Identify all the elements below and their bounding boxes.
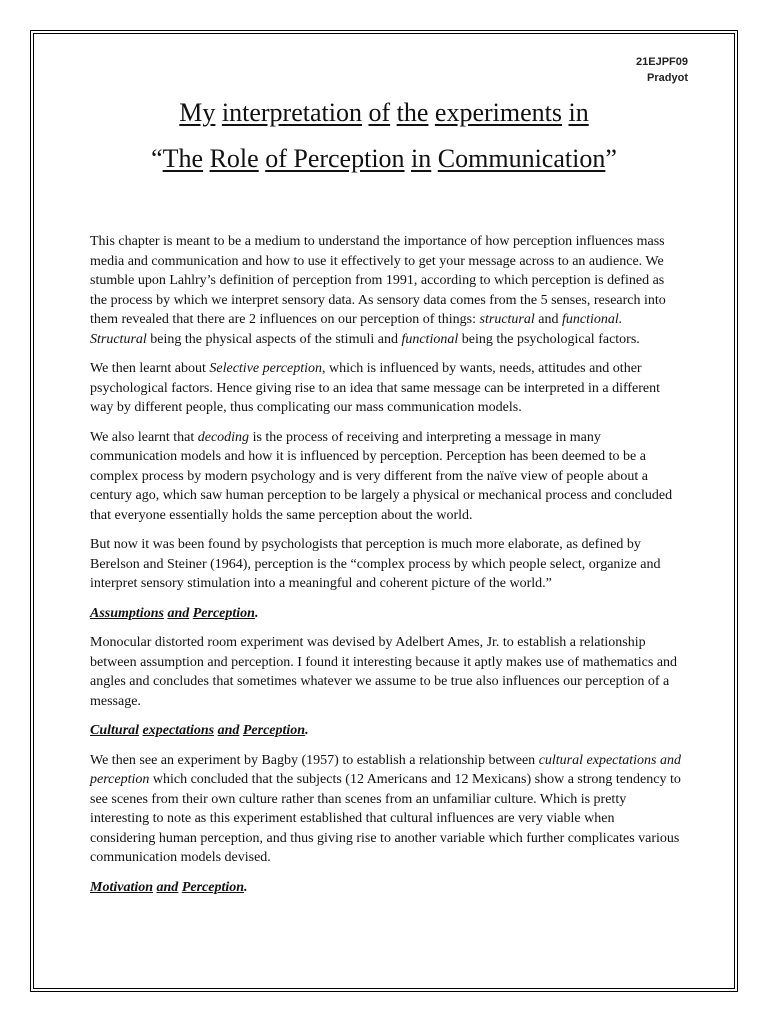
heading-word: and [217,723,240,738]
heading-word: Perception [242,723,306,738]
section-heading-cultural [90,721,682,741]
title-word: The [162,144,204,173]
document-body [90,232,682,907]
open-quote: “ [151,144,163,173]
heading-period: . [305,723,309,738]
paragraph-ames-room: Monocular distorted room experiment was devised by Adelbert Ames, Jr. to establish a relationship between assumption and perception. I found it interesting because it aptly makes use of mathematics and angles and concludes that sometimes whatever we assume to be true also influences our perception of a message. [90,635,678,709]
paragraph-berelson-steiner: But now it was been found by psychologists that perception is much more elaborate, as defined by Berelson and Steiner (1964), perception is the “complex process by which people select, organize and interpret sensory stimulation into a meaningful and coherent picture of the world.” [90,537,661,591]
heading-word: Assumptions [90,605,164,621]
heading-word: and [167,605,190,621]
text-run: We then see an experiment by Bagby (1957) to establish a relationship between [90,752,539,768]
text-run-italic: cultural expectations and perception [90,752,681,787]
heading-word: and [156,879,179,895]
student-code: 21EJPF09 [636,56,688,68]
title-word: experiments [434,98,562,127]
text-run: being the physical aspects of the stimuli and [146,331,402,347]
text-run: which concluded that the subjects (12 Americans and 12 Mexicans) show a strong tendency to see scenes from their own culture rather than scenes from an unfamiliar culture. Which is pretty interesting to note as this experiment established that cultural influences are very viable when considering human perception, and thus giving rise to another variable which further complicates various communication models devised. [90,772,681,865]
paragraph-selective-perception [90,359,682,418]
text-run-italic: decoding [197,429,250,445]
title-word: interpretation [221,98,362,127]
paragraph-bagby [90,751,682,868]
text-run: This chapter is meant to be a medium to understand the importance of how perception influences mass media and communication and how to use it effectively to get your message across to an audience. We stumble upon Lahlry’s definition of perception from 1991, according to which perception is defined as the process by which we interpret sensory data. As sensory data comes from the 5 senses, research into them revealed that there are 2 influences on our perception of things: [90,234,666,327]
text-run: , which is influenced by wants, needs, attitudes and other psychological factors. Hence giving rise to an idea that same message can be interpreted in a different way by different people, thus complicating our mass communication models. [90,361,661,415]
title-word: Communication [437,144,606,173]
text-run: and [534,312,562,327]
heading-period: . [254,605,259,621]
title-word: in [568,98,589,127]
paragraph-decoding [90,428,682,526]
text-run: We also learnt that [90,429,198,445]
author-header [636,54,688,86]
section-heading-motivation [90,878,682,898]
heading-word: expectations [142,723,215,738]
heading-period: . [244,879,248,895]
title-word: Role [209,144,259,173]
title-word: of Perception [265,144,405,173]
text-run: is the process of receiving and interpreting a message in many communication models and how it is influenced by perception. Perception has been deemed to be a complex process by modern psychology and is very different from the naïve view of people about a century ago, which saw human perception to be largely a physical or mechanical process and concluded that everyone essentially holds the same perception about the world. [90,429,673,523]
title-word: of [368,98,391,127]
heading-word: Perception [181,879,245,895]
text-run-italic: functional [401,331,459,347]
heading-word: Motivation [90,879,154,895]
text-run-italic: functional. Structural [90,312,623,347]
section-heading-assumptions [90,604,682,624]
heading-word: Perception [192,605,255,621]
title-word: the [396,98,429,127]
text-run: being the psychological factors. [458,331,640,347]
title-line-1 [34,96,734,130]
text-run-italic: Selective perception [209,361,322,376]
text-run-italic: structural [479,312,535,327]
author-name: Pradyot [647,72,688,84]
close-quote: ” [605,144,617,173]
document-page [30,30,738,992]
paragraph-intro [90,232,682,349]
title-line-2 [34,142,734,176]
heading-word: Cultural [90,723,140,738]
text-run: We then learnt about [90,361,210,376]
title-word: My [179,98,216,127]
title-word: in [411,144,432,173]
